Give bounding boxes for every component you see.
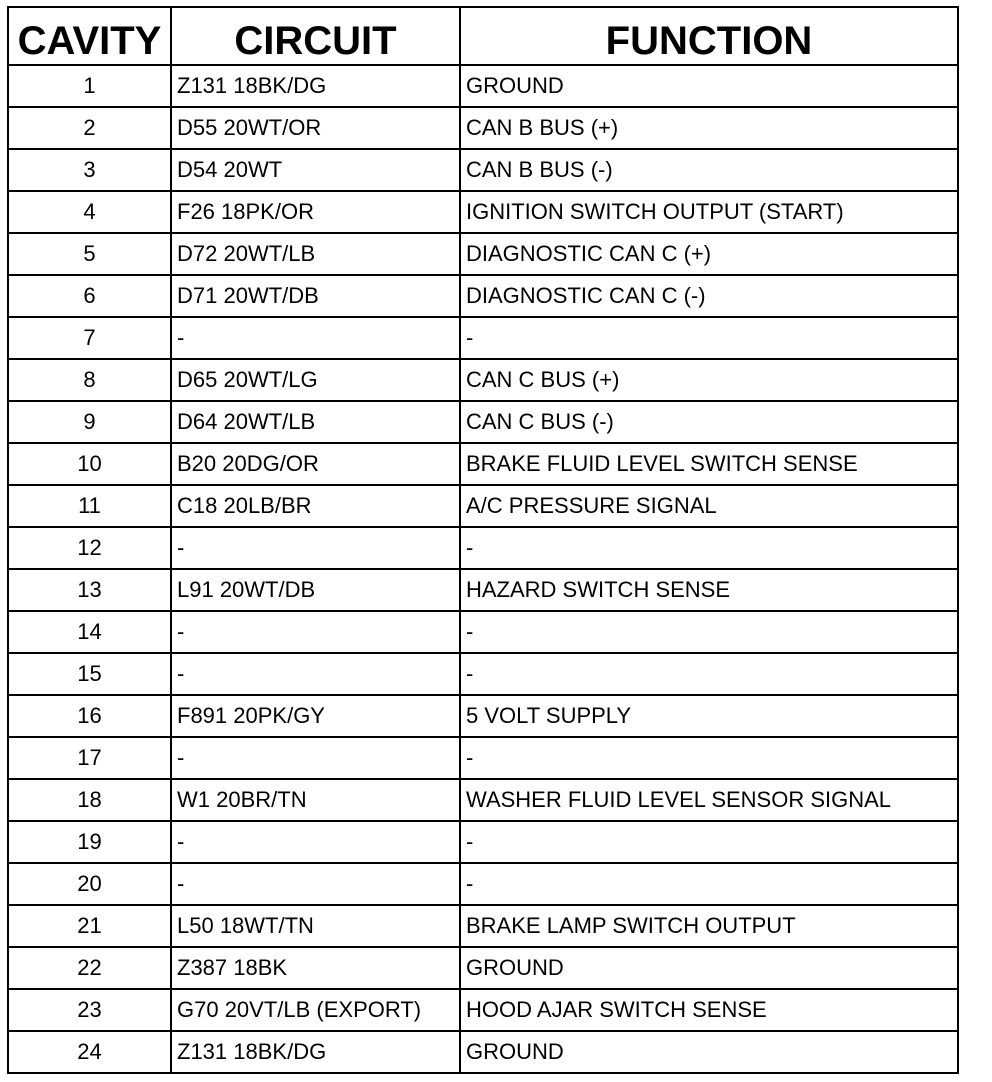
circuit-cell: L50 18WT/TN [171, 905, 460, 947]
table-body [8, 65, 958, 1073]
header-row [8, 7, 958, 65]
function-cell: - [460, 317, 958, 359]
function-cell: DIAGNOSTIC CAN C (+) [460, 233, 958, 275]
circuit-cell: D54 20WT [171, 149, 460, 191]
cavity-cell: 8 [8, 359, 171, 401]
circuit-cell: D64 20WT/LB [171, 401, 460, 443]
cavity-cell: 21 [8, 905, 171, 947]
circuit-cell: - [171, 527, 460, 569]
cavity-cell: 9 [8, 401, 171, 443]
circuit-cell: - [171, 653, 460, 695]
circuit-cell: D65 20WT/LG [171, 359, 460, 401]
function-cell: - [460, 611, 958, 653]
function-cell: - [460, 527, 958, 569]
function-cell: - [460, 737, 958, 779]
cavity-cell: 15 [8, 653, 171, 695]
table-row [8, 989, 958, 1031]
cavity-cell: 10 [8, 443, 171, 485]
table-row [8, 905, 958, 947]
function-cell: DIAGNOSTIC CAN C (-) [460, 275, 958, 317]
table-row [8, 443, 958, 485]
function-cell: CAN B BUS (+) [460, 107, 958, 149]
table-row [8, 275, 958, 317]
table-row [8, 65, 958, 107]
table-row [8, 821, 958, 863]
table-row [8, 359, 958, 401]
function-cell: - [460, 863, 958, 905]
table-row [8, 527, 958, 569]
circuit-column-header: CIRCUIT [171, 7, 460, 65]
cavity-cell: 17 [8, 737, 171, 779]
cavity-cell: 20 [8, 863, 171, 905]
circuit-cell: C18 20LB/BR [171, 485, 460, 527]
cavity-cell: 14 [8, 611, 171, 653]
table-header [8, 7, 958, 65]
function-cell: IGNITION SWITCH OUTPUT (START) [460, 191, 958, 233]
cavity-cell: 1 [8, 65, 171, 107]
cavity-cell: 7 [8, 317, 171, 359]
cavity-cell: 16 [8, 695, 171, 737]
table-row [8, 779, 958, 821]
function-cell: GROUND [460, 947, 958, 989]
table-row [8, 485, 958, 527]
cavity-cell: 5 [8, 233, 171, 275]
circuit-cell: - [171, 611, 460, 653]
function-cell: 5 VOLT SUPPLY [460, 695, 958, 737]
cavity-cell: 3 [8, 149, 171, 191]
cavity-cell: 23 [8, 989, 171, 1031]
cavity-cell: 13 [8, 569, 171, 611]
function-cell: CAN C BUS (+) [460, 359, 958, 401]
cavity-cell: 18 [8, 779, 171, 821]
table-row [8, 233, 958, 275]
connector-pinout-table [7, 6, 959, 1074]
circuit-cell: G70 20VT/LB (EXPORT) [171, 989, 460, 1031]
table-row [8, 653, 958, 695]
function-column-header: FUNCTION [460, 7, 958, 65]
cavity-cell: 24 [8, 1031, 171, 1073]
function-cell: GROUND [460, 65, 958, 107]
circuit-cell: L91 20WT/DB [171, 569, 460, 611]
function-cell: CAN B BUS (-) [460, 149, 958, 191]
circuit-cell: B20 20DG/OR [171, 443, 460, 485]
table-row [8, 149, 958, 191]
table-row [8, 107, 958, 149]
function-cell: BRAKE FLUID LEVEL SWITCH SENSE [460, 443, 958, 485]
cavity-cell: 22 [8, 947, 171, 989]
cavity-cell: 12 [8, 527, 171, 569]
circuit-cell: D55 20WT/OR [171, 107, 460, 149]
cavity-cell: 11 [8, 485, 171, 527]
circuit-cell: Z131 18BK/DG [171, 65, 460, 107]
circuit-cell: Z131 18BK/DG [171, 1031, 460, 1073]
cavity-cell: 4 [8, 191, 171, 233]
circuit-cell: D72 20WT/LB [171, 233, 460, 275]
function-cell: BRAKE LAMP SWITCH OUTPUT [460, 905, 958, 947]
function-cell: HOOD AJAR SWITCH SENSE [460, 989, 958, 1031]
function-cell: A/C PRESSURE SIGNAL [460, 485, 958, 527]
table-row [8, 947, 958, 989]
circuit-cell: Z387 18BK [171, 947, 460, 989]
function-cell: HAZARD SWITCH SENSE [460, 569, 958, 611]
circuit-cell: - [171, 863, 460, 905]
table-row [8, 401, 958, 443]
table-row [8, 737, 958, 779]
circuit-cell: - [171, 821, 460, 863]
cavity-cell: 19 [8, 821, 171, 863]
function-cell: WASHER FLUID LEVEL SENSOR SIGNAL [460, 779, 958, 821]
cavity-cell: 2 [8, 107, 171, 149]
circuit-cell: D71 20WT/DB [171, 275, 460, 317]
function-cell: - [460, 821, 958, 863]
circuit-cell: F891 20PK/GY [171, 695, 460, 737]
circuit-cell: - [171, 737, 460, 779]
table-row [8, 569, 958, 611]
function-cell: - [460, 653, 958, 695]
function-cell: CAN C BUS (-) [460, 401, 958, 443]
cavity-cell: 6 [8, 275, 171, 317]
table-row [8, 611, 958, 653]
table-row [8, 317, 958, 359]
cavity-column-header: CAVITY [8, 7, 171, 65]
circuit-cell: W1 20BR/TN [171, 779, 460, 821]
function-cell: GROUND [460, 1031, 958, 1073]
table-row [8, 863, 958, 905]
table-row [8, 191, 958, 233]
circuit-cell: F26 18PK/OR [171, 191, 460, 233]
circuit-cell: - [171, 317, 460, 359]
table-row [8, 695, 958, 737]
table-row [8, 1031, 958, 1073]
